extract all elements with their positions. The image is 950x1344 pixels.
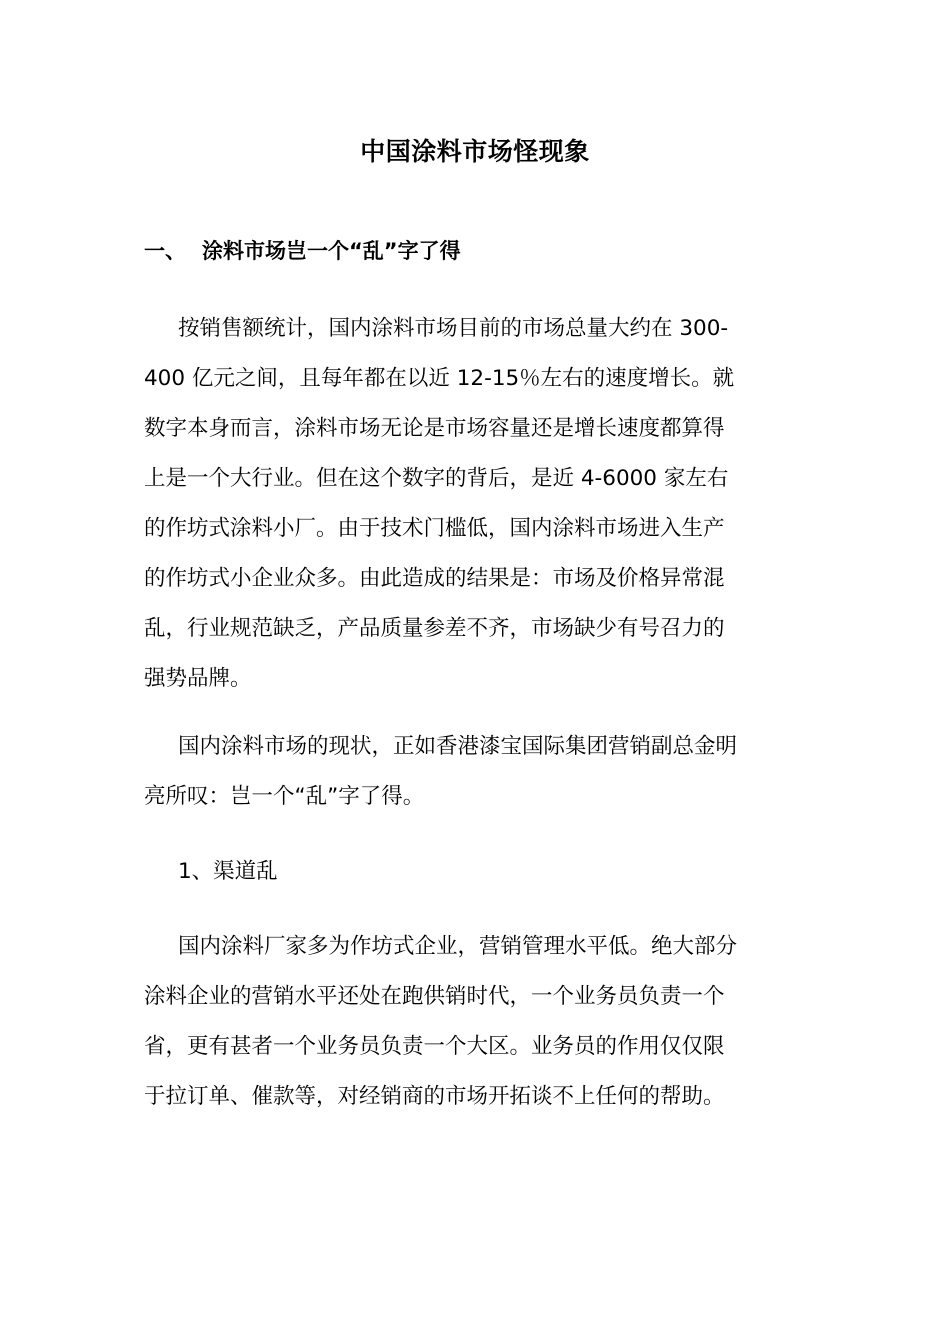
document-title: 中国涂料市场怪现象 [360,137,590,166]
paragraph-market-overview [144,304,806,704]
paragraph-quote [144,722,806,822]
paragraph-line: 按销售额统计，国内涂料市场目前的市场总量大约在 300- [178,316,729,341]
paragraph-channel-details [144,922,806,1122]
paragraph-line: 400 亿元之间，且每年都在以近 12-15％左右的速度增长。就 [144,366,735,391]
paragraph-line: 乱，行业规范缺乏，产品质量参差不齐，市场缺少有号召力的 [144,616,725,641]
paragraph-line: 国内涂料厂家多为作坊式企业，营销管理水平低。绝大部分 [178,934,738,959]
section-heading-text: 涂料市场岂一个“乱”字了得 [202,239,461,263]
paragraph-line: 上是一个大行业。但在这个数字的背后，是近 4-6000 家左右 [144,466,729,491]
section-heading [144,234,461,268]
paragraph-line: 的作坊式小企业众多。由此造成的结果是：市场及价格异常混 [144,566,725,591]
paragraph-line: 强势品牌。 [144,666,252,691]
section-number: 一、 [144,239,186,263]
subheading-channel [144,847,806,897]
paragraph-line: 数字本身而言，涂料市场无论是市场容量还是增长速度都算得 [144,416,725,441]
subheading-text: 1、渠道乱 [178,859,278,884]
paragraph-line: 亮所叹：岂一个“乱”字了得。 [144,784,425,809]
paragraph-line: 的作坊式涂料小厂。由于技术门槛低，国内涂料市场进入生产 [144,516,725,541]
paragraph-line: 省，更有甚者一个业务员负责一个大区。业务员的作用仅仅限 [144,1034,725,1059]
paragraph-line: 国内涂料市场的现状，正如香港漆宝国际集团营销副总金明 [178,734,738,759]
paragraph-line: 涂料企业的营销水平还处在跑供销时代，一个业务员负责一个 [144,984,725,1009]
paragraph-line: 于拉订单、催款等，对经销商的市场开拓谈不上任何的帮助。 [144,1084,725,1109]
